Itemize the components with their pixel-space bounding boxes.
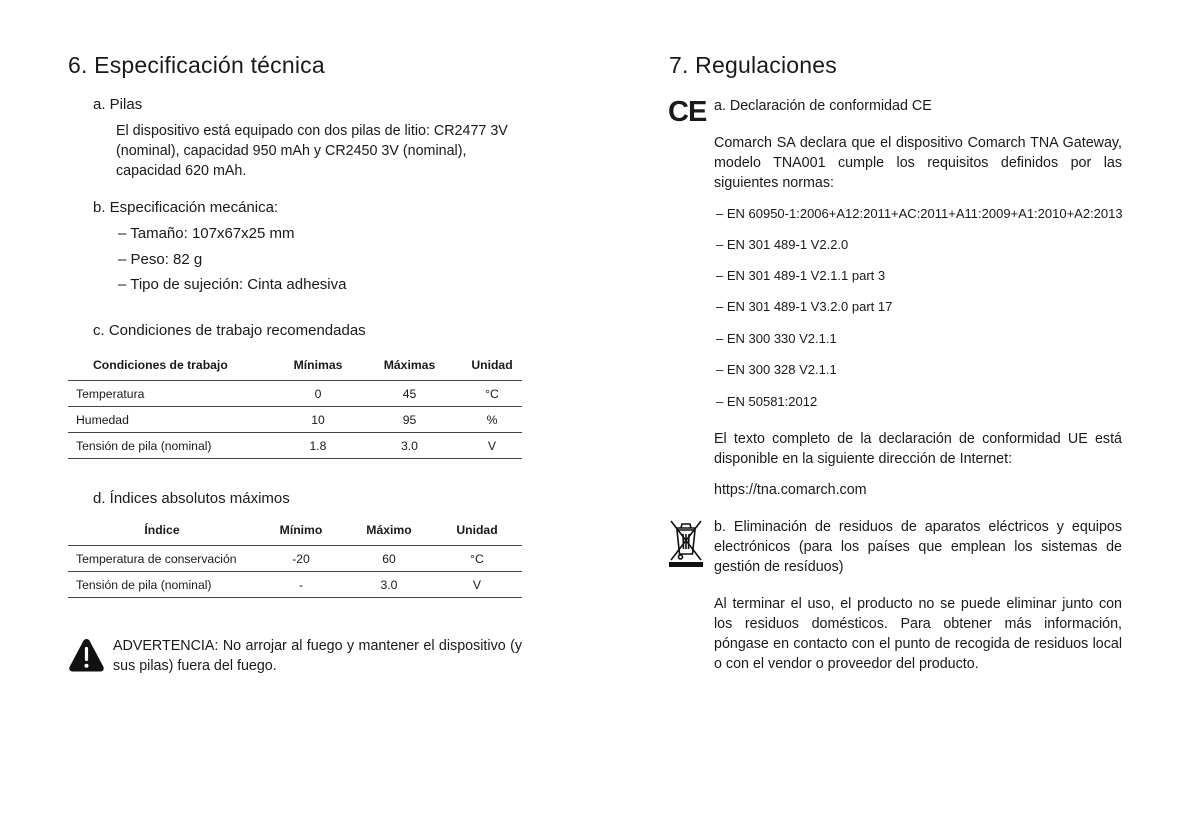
table-cell: % (462, 407, 522, 433)
col-header: Mínimo (279, 523, 323, 537)
full-text-paragraph: El texto completo de la declaración de conformidad UE está disponible en la siguiente dirección de Internet: (714, 431, 1122, 467)
table-cell: 0 (279, 381, 357, 407)
norm-item: – EN 300 330 V2.1.1 (716, 331, 837, 346)
table-cell: Temperatura (68, 381, 279, 407)
ce-text: Comarch SA declara que el dispositivo Comarch TNA Gateway, modelo TNA001 cumple los requisitos definidos por las siguientes normas: (714, 135, 1122, 191)
norm-item: – EN 301 489-1 V2.2.0 (716, 237, 849, 252)
crossed-bin-icon (668, 518, 704, 568)
declaration-url: https://tna.comarch.com (714, 482, 867, 498)
mecanica-item: – Tamaño: 107x67x25 mm (118, 225, 295, 242)
condiciones-heading: c. Condiciones de trabajo recomendadas (93, 322, 366, 339)
warning-text: ADVERTENCIA: No arrojar al fuego y mantener el dispositivo (y sus pilas) fuera del fuego. (113, 638, 522, 674)
table-cell: Temperatura de conservación (68, 546, 256, 572)
table-row (68, 572, 522, 598)
weee-heading: b. Eliminación de residuos de aparatos eléctricos y equipos electrónicos (para los países que emplean los sistemas de gestión de resíduos) (714, 519, 1122, 575)
col-header: Máximo (366, 523, 412, 537)
table-cell: Humedad (68, 407, 279, 433)
weee-text: Al terminar el uso, el producto no se puede eliminar junto con los residuos domésticos. Para obtener más información, póngase en contacto con el punto de recogida de residuos local o con el vendor o proveedor del producto. (714, 596, 1122, 672)
table-row (68, 381, 522, 407)
col-header: Mínimas (293, 358, 343, 372)
ce-mark-icon: CE (668, 96, 707, 128)
table-cell: °C (462, 381, 522, 407)
table-cell: V (462, 433, 522, 459)
table-cell: °C (432, 546, 522, 572)
table-cell: 3.0 (357, 433, 462, 459)
mecanica-item: – Tipo de sujeción: Cinta adhesiva (118, 276, 347, 293)
ce-heading: a. Declaración de conformidad CE (714, 98, 932, 114)
table-cell: Tensión de pila (nominal) (68, 572, 256, 598)
mecanica-item: – Peso: 82 g (118, 251, 203, 268)
col-header: Unidad (456, 523, 498, 537)
norm-item: – EN 301 489-1 V3.2.0 part 17 (716, 299, 893, 314)
table-cell: 95 (357, 407, 462, 433)
table-row (68, 433, 522, 459)
table-cell: -20 (256, 546, 346, 572)
norm-item: – EN 60950-1:2006+A12:2011+AC:2011+A11:2009+A1:2010+A2:2013 (716, 206, 1123, 221)
table-cell: 3.0 (346, 572, 432, 598)
table-row (68, 407, 522, 433)
table-row (68, 546, 522, 572)
norm-item: – EN 300 328 V2.1.1 (716, 362, 837, 377)
indices-heading: d. Índices absolutos máximos (93, 490, 290, 507)
pilas-heading: a. Pilas (93, 96, 143, 113)
table-cell: 10 (279, 407, 357, 433)
table-cell: - (256, 572, 346, 598)
col-header: Máximas (383, 358, 436, 372)
norm-item: – EN 50581:2012 (716, 394, 818, 409)
table-cell: V (432, 572, 522, 598)
table-cell: 45 (357, 381, 462, 407)
section-title-spec: 6. Especificación técnica (68, 52, 325, 78)
table-cell: 1.8 (279, 433, 357, 459)
col-header: Condiciones de trabajo (93, 358, 228, 372)
norm-item: – EN 301 489-1 V2.1.1 part 3 (716, 268, 886, 283)
table-cell: Tensión de pila (nominal) (68, 433, 279, 459)
indices-table (68, 515, 522, 598)
warning-icon (68, 637, 105, 674)
col-header: Unidad (471, 358, 513, 372)
col-header: Índice (144, 523, 180, 537)
pilas-text: El dispositivo está equipado con dos pilas de litio: CR2477 3V (nominal), capacidad 950 mAh y CR2450 3V (nominal), capacidad 620 mAh. (116, 123, 508, 179)
table-cell: 60 (346, 546, 432, 572)
mecanica-heading: b. Especificación mecánica: (93, 199, 279, 216)
section-title-regulations: 7. Regulaciones (669, 52, 837, 78)
condiciones-table (68, 350, 522, 459)
